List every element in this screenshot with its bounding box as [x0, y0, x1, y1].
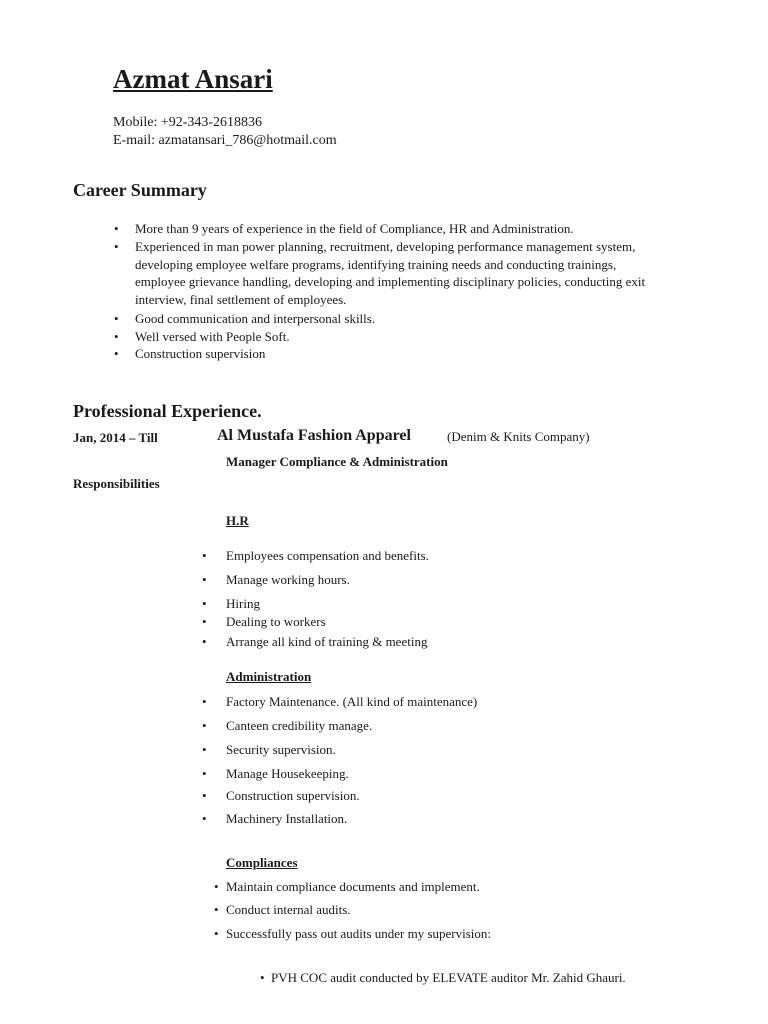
bullet-icon: •: [202, 811, 207, 826]
list-item: Manage working hours.: [226, 572, 350, 587]
bullet-icon: •: [202, 742, 207, 757]
bullet-icon: •: [114, 221, 119, 236]
company-type: (Denim & Knits Company): [447, 429, 590, 444]
mobile-number: Mobile: +92-343-2618836: [113, 115, 263, 130]
bullet-icon: •: [202, 766, 207, 781]
compliances-heading: Compliances: [226, 855, 298, 870]
list-item: Construction supervision.: [226, 788, 360, 803]
bullet-icon: •: [214, 902, 219, 917]
list-item: Machinery Installation.: [226, 811, 348, 826]
bullet-icon: •: [114, 311, 119, 326]
career-summary-item: employee grievance handling, developing and implementing disciplinary policies, conducting exit: [135, 274, 646, 289]
career-summary-item: Experienced in man power planning, recruitment, developing performance management system,: [135, 239, 636, 254]
bullet-icon: •: [202, 572, 207, 587]
bullet-icon: •: [114, 239, 119, 254]
email-address: E-mail: azmatansari_786@hotmail.com: [113, 133, 337, 148]
bullet-icon: •: [214, 879, 219, 894]
list-item: Factory Maintenance. (All kind of maintenance): [226, 694, 478, 709]
list-item: Maintain compliance documents and implement.: [226, 879, 480, 894]
list-item: Security supervision.: [226, 742, 336, 757]
bullet-icon: •: [114, 346, 119, 361]
list-item: Employees compensation and benefits.: [226, 548, 429, 563]
bullet-icon: •: [202, 634, 207, 649]
list-item: PVH COC audit conducted by ELEVATE auditor Mr. Zahid Ghauri.: [271, 970, 626, 985]
bullet-icon: •: [202, 548, 207, 563]
career-summary-item: interview, final settlement of employees.: [135, 291, 347, 307]
employment-period: Jan, 2014 – Till: [73, 430, 158, 445]
list-item: Hiring: [226, 596, 260, 611]
career-summary-item: developing employee welfare programs, identifying training needs and conducting trainings,: [135, 256, 617, 272]
list-item: Manage Housekeeping.: [226, 766, 349, 781]
job-position: Manager Compliance & Administration: [226, 454, 448, 469]
list-item: Successfully pass out audits under my supervision:: [226, 926, 492, 941]
career-summary-item: Well versed with People Soft.: [135, 329, 290, 344]
bullet-icon: •: [202, 614, 207, 629]
list-item: Arrange all kind of training & meeting: [226, 634, 428, 649]
administration-heading: Administration: [226, 669, 312, 684]
company-name: Al Mustafa Fashion Apparel: [217, 427, 411, 444]
career-summary-item: Construction supervision: [135, 346, 266, 361]
career-summary-heading: Career Summary: [73, 180, 207, 200]
career-summary-item: More than 9 years of experience in the field of Compliance, HR and Administration.: [135, 221, 574, 236]
hr-heading: H.R: [226, 513, 249, 528]
bullet-icon: •: [202, 718, 207, 733]
bullet-icon: •: [202, 694, 207, 709]
bullet-icon: •: [214, 926, 219, 941]
career-summary-item: Good communication and interpersonal skills.: [135, 311, 376, 326]
candidate-name: Azmat Ansari: [113, 64, 273, 94]
bullet-icon: •: [202, 788, 207, 803]
list-item: Dealing to workers: [226, 614, 326, 629]
list-item: Canteen credibility manage.: [226, 718, 373, 733]
list-item: Conduct internal audits.: [226, 902, 351, 917]
professional-experience-heading: Professional Experience.: [73, 401, 262, 421]
responsibilities-label: Responsibilities: [73, 476, 160, 491]
bullet-icon: •: [114, 329, 119, 344]
bullet-icon: •: [260, 970, 265, 985]
bullet-icon: •: [202, 596, 207, 611]
